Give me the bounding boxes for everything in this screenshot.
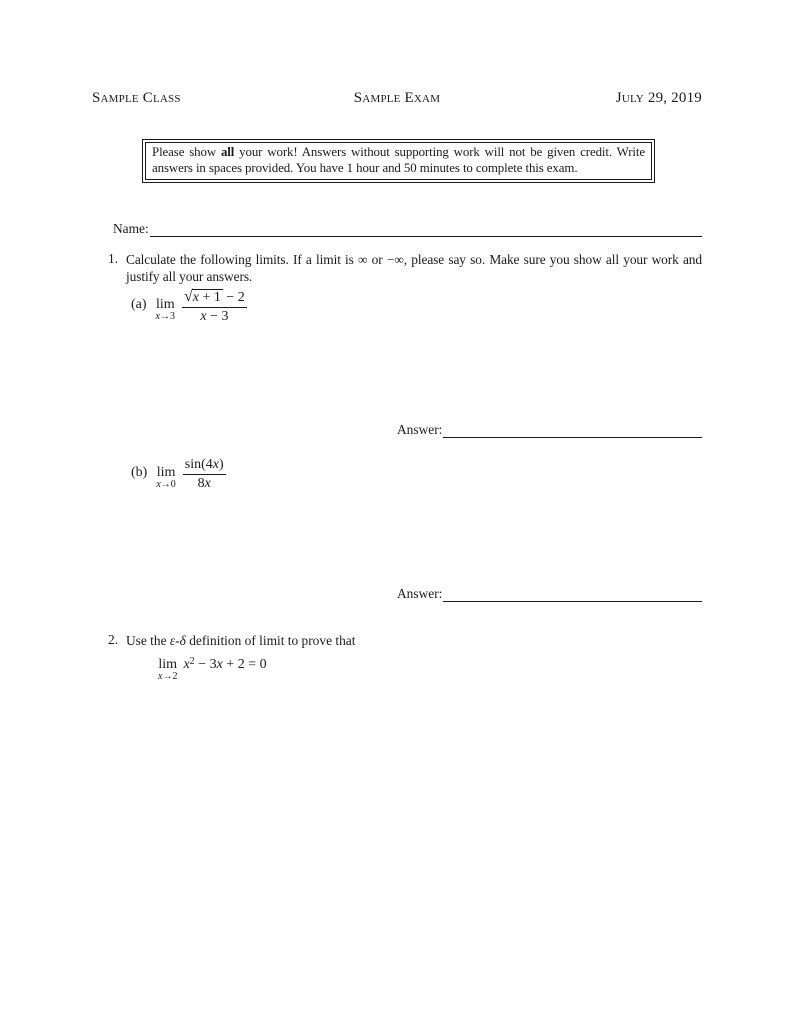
fraction-b [183, 456, 226, 492]
name-field-row [113, 220, 702, 237]
equation-mid: − 3 [194, 657, 217, 672]
equation-var2: x [216, 657, 223, 672]
denominator-tail-a: − 3 [206, 309, 229, 324]
limit-operator-b [156, 465, 175, 490]
radicand-var: x [192, 290, 199, 305]
answer-row-b [397, 585, 702, 602]
question-2-text-post: definition of limit to prove that [185, 633, 356, 648]
sqrt-radicand [192, 289, 223, 305]
question-1b-expression [131, 456, 226, 492]
lim-sub-var-q2: x [158, 671, 163, 682]
limit-subscript-b [156, 480, 175, 490]
limit-operator-q2 [158, 657, 177, 682]
denominator-coeff-b: 8 [197, 476, 205, 491]
answer-row-a [397, 421, 702, 438]
q1b-label-and-limit [131, 465, 176, 490]
instructions-text-bold: all [220, 145, 235, 159]
instructions-text-post: your work! Answers without supporting work will not be given credit. Write answers in spaces provided. You have 1 hour and 50 minutes to complete this exam. [152, 145, 645, 175]
radicand-tail: + 1 [199, 290, 221, 305]
lim-sub-target-a: →3 [160, 311, 175, 322]
name-label: Name: [113, 221, 149, 236]
question-1a-expression [131, 288, 247, 325]
lim-word-b: lim [156, 464, 176, 480]
lim-sub-target-b: →0 [160, 478, 176, 490]
course-name: Sample Class [92, 90, 181, 106]
fraction-a-denominator [200, 308, 228, 325]
question-2 [108, 632, 702, 649]
limit-subscript-q2 [158, 672, 177, 682]
equation-exponent: 2 [189, 656, 195, 667]
fraction-a [182, 288, 247, 325]
denominator-var-a: x [200, 309, 207, 324]
question-2-number: 2. [108, 632, 119, 647]
document-header [92, 90, 702, 107]
numerator-var-b: x [212, 457, 219, 472]
answer-label-b: Answer: [397, 586, 443, 601]
numerator-tail-a: − 2 [222, 290, 245, 305]
question-1-number: 1. [108, 251, 119, 266]
question-2-text [126, 632, 702, 649]
part-b-label: (b) [131, 464, 148, 480]
epsilon-delta: ε-δ [169, 633, 186, 648]
lim-sub-target-q2: →2 [162, 671, 178, 682]
fraction-a-numerator [182, 288, 247, 307]
question-2-text-pre: Use the [126, 633, 170, 648]
limit-operator-a [156, 297, 175, 322]
lim-sub-var-b: x [156, 478, 161, 490]
limit-subscript-a [156, 312, 175, 322]
q1a-label-and-limit [131, 297, 175, 322]
question-2-formula [158, 656, 267, 682]
denominator-var-b: x [204, 476, 211, 491]
question-1 [108, 251, 702, 285]
answer-blank-line-b [443, 585, 702, 602]
answer-blank-line-a [443, 421, 702, 438]
instructions-inner-frame [145, 142, 652, 180]
equation-var1: x [183, 657, 190, 672]
instructions-text-pre: Please show [152, 145, 221, 159]
question-2-equation [183, 656, 266, 673]
answer-label-a: Answer: [397, 422, 443, 437]
name-blank-line [150, 220, 702, 237]
numerator-close-b: ) [219, 457, 224, 472]
numerator-fn-b: sin(4 [184, 457, 213, 472]
fraction-b-denominator [198, 475, 211, 492]
exam-title: Sample Exam [353, 90, 441, 106]
sqrt-symbol: √ [184, 288, 193, 305]
instructions-box [142, 139, 655, 183]
instructions-text [152, 145, 645, 176]
fraction-b-numerator [183, 456, 226, 474]
part-a-label: (a) [131, 297, 147, 312]
lim-word-a: lim [155, 297, 175, 312]
lim-sub-var-a: x [155, 311, 160, 322]
exam-date: July 29, 2019 [615, 90, 702, 106]
equation-tail: + 2 = 0 [222, 657, 267, 672]
lim-word-q2: lim [158, 657, 178, 672]
question-1-text: Calculate the following limits. If a limit is ∞ or −∞, please say so. Make sure you show all your work and justify all your answers. [126, 252, 702, 284]
